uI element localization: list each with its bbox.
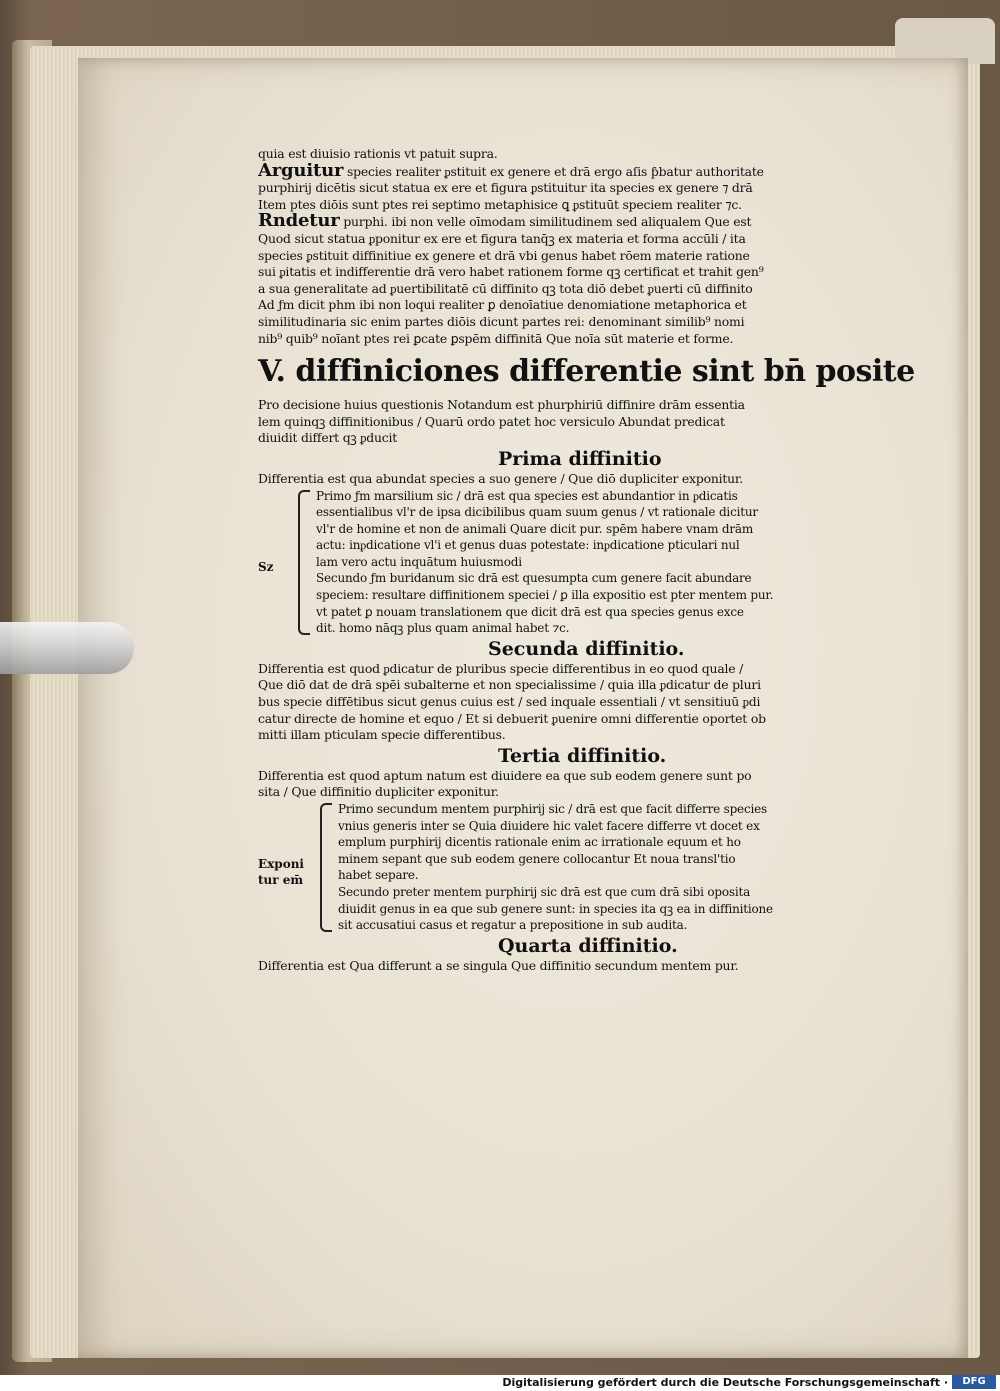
tertia-side-label-1: Exponi (258, 857, 304, 871)
footer-bar (0, 1375, 1000, 1391)
quarta-heading: Quarta diffinitio. (498, 934, 678, 957)
page-clip (0, 622, 134, 674)
pro-line-0: Pro decisione huius questionis Notandum est phurphiriū diffinire drām essentia (258, 397, 745, 413)
prima-line-8: dit. homo nāqꝫ plus quam animal habet ⁊c. (316, 621, 570, 636)
arguitur-line-0 (258, 163, 913, 181)
prima-line-5: Secundo ƒm buridanum sic drā est quesumpta cum genere facit abundare (316, 571, 752, 586)
prima-line-1: essentialibus vl'r de ipsa dicibilibus quam suum genus / vt rationale dicitur (316, 505, 758, 520)
rndetur-line-2: species ᵱstituit diffinitiue ex genere et drā vbi genus habet rōem materie ratione (258, 247, 750, 263)
tertia-line-1: sita / Que diffinitio dupliciter exponitur. (258, 784, 499, 800)
prima-line-3: actu: inᵱdicatione vl'i et genus duas potestate: inᵱdicatione pticulari nul (316, 538, 740, 553)
secunda-heading: Secunda diffinitio. (488, 637, 685, 660)
tertia-block-line-1: vnius generis inter se Quia diuidere hic valet facere differre vt docet ex (338, 818, 760, 833)
tertia-heading: Tertia diffinitio. (498, 744, 667, 767)
prima-line-4: lam vero actu inquātum huiusmodi (316, 554, 522, 569)
tertia-block-line-0: Primo secundum mentem purphirij sic / drā est que facit differre species (338, 802, 767, 816)
arguitur-line-1: purphirij dicētis sicut statua ex ere et figura ᵱstituitur ita species ex genere ⁊ drā (258, 180, 753, 196)
rndetur-line-4: a sua generalitate ad ᵱuertibilitatē cū diffinito qꝫ tota diō debet ᵱuerti cū diffinito (258, 280, 753, 296)
rndetur-text: purphi. ibi non velle oīmodam similitudinem sed aliqualem Que est (343, 214, 752, 230)
quarta-line: Differentia est Qua differunt a se singula Que diffinitio secundum mentem pur. (258, 957, 739, 973)
arguitur-lead: Arguitur (258, 162, 344, 181)
secunda-line-1: Que diō dat de drā spēi subalterne et non specialissime / quia illa ᵱdicatur de pluri (258, 677, 761, 693)
secunda-line-4: mitti illam pticulam specie differentibus. (258, 727, 506, 743)
prima-line-0: Primo ƒm marsilium sic / drā est qua species est abundantior in ᵱdicatis (316, 488, 738, 503)
prima-line-6: speciem: resultare diffinitionem speciei / ꝑ illa expositio est pter mentem pur. (316, 588, 774, 603)
footer-credit: Digitalisierung gefördert durch die Deutsche Forschungsgemeinschaft · (502, 1376, 948, 1389)
arguitur-line-2: Item ptes diōis sunt ptes rei septimo metaphisice ꝗ ᵱstituūt speciem realiter ⁊c. (258, 196, 742, 212)
prima-definition: Differentia est qua abundat species a suo genere / Que diō dupliciter exponitur. (258, 470, 744, 486)
tertia-line-0: Differentia est quod aptum natum est diuidere ea que sub eodem genere sunt po (258, 767, 752, 783)
intro-line: quia est diuisio rationis vt patuit supra. (258, 146, 498, 161)
tertia-block-line-5: Secundo preter mentem purphirij sic drā est que cum drā sibi oposita (338, 884, 751, 899)
prima-heading: Prima diffinitio (498, 447, 662, 470)
tertia-block-line-7: sit accusatiui casus et regatur a prepositione in sub audita. (338, 918, 688, 933)
secunda-line-3: catur directe de homine et equo / Et si debuerit ᵱuenire omni differentie oportet ob (258, 710, 766, 726)
rndetur-lead: Rndetur (258, 213, 340, 231)
rndetur-line-5: Ad ƒm dicit phm ibi non loqui realiter ꝑ denoīatiue denomiatione metaphorica et (258, 297, 747, 313)
tertia-block-line-3: minem sepant que sub eodem genere collocantur Et noua transl'tio (338, 851, 736, 866)
secunda-line-2: bus specie diffētibus sicut genus cuius est / sed inquale essentiali / vt sensitiuū ᵱdi (258, 694, 761, 710)
dfg-logo: DFG (952, 1375, 996, 1389)
rndetur-line-1: Quod sicut statua ᵱponitur ex ere et figura tanq̄ꝫ ex materia et forma accūli / ita (258, 230, 746, 246)
tertia-exposition-block (258, 801, 913, 934)
tertia-block-line-6: diuidit genus in ea que sub genere sunt: in species ita qꝫ ea in diffinitione (338, 901, 773, 916)
prima-exposition-block (258, 488, 913, 637)
prima-side-label: Sz (258, 559, 274, 574)
page-text (258, 146, 913, 974)
tertia-block-line-2: emplum purphirij dicentis rationale enim ac irrationale equum et ho (338, 835, 741, 850)
pro-line-1: lem quinqꝫ diffinitionibus / Quarū ordo patet hoc versiculo Abundat predicat (258, 413, 725, 429)
brace (320, 803, 332, 932)
prima-line-7: vt patet ꝑ nouam translationem que dicit drā est qua species genus exce (316, 604, 744, 619)
brace (298, 490, 310, 635)
arguitur-text: species realiter ᵱstituit ex genere et drā ergo aſis ƥbatur authoritate (347, 163, 764, 179)
rndetur-line-0 (258, 213, 913, 231)
rndetur-line-6: similitudinaria sic enim partes diōis dicunt partes rei: denominant similib⁹ nomi (258, 313, 745, 329)
prima-line-2: vl'r de homine et non de animali Quare dicit pur. spēm habere vnam drām (316, 521, 754, 536)
tertia-side-label-2: tur em̄ (258, 873, 304, 887)
rndetur-line-7: nib⁹ quib⁹ noīant ptes rei ꝑcate ꝑspēm diffinitā Que noīa sūt materie et forme. (258, 330, 734, 346)
pro-line-2: diuidit differt qꝫ ᵱducit (258, 430, 398, 446)
main-heading: V. diffiniciones differentie sint bn̄ posite (258, 354, 915, 390)
rndetur-line-3: sui ᵱitatis et indifferentie drā vero habet rationem forme qꝫ certificat et trahit gen⁹ (258, 264, 764, 280)
tertia-block-line-4: habet separe. (338, 868, 419, 883)
secunda-line-0: Differentia est quod ᵱdicatur de pluribus specie differentibus in eo quod quale / (258, 660, 744, 676)
